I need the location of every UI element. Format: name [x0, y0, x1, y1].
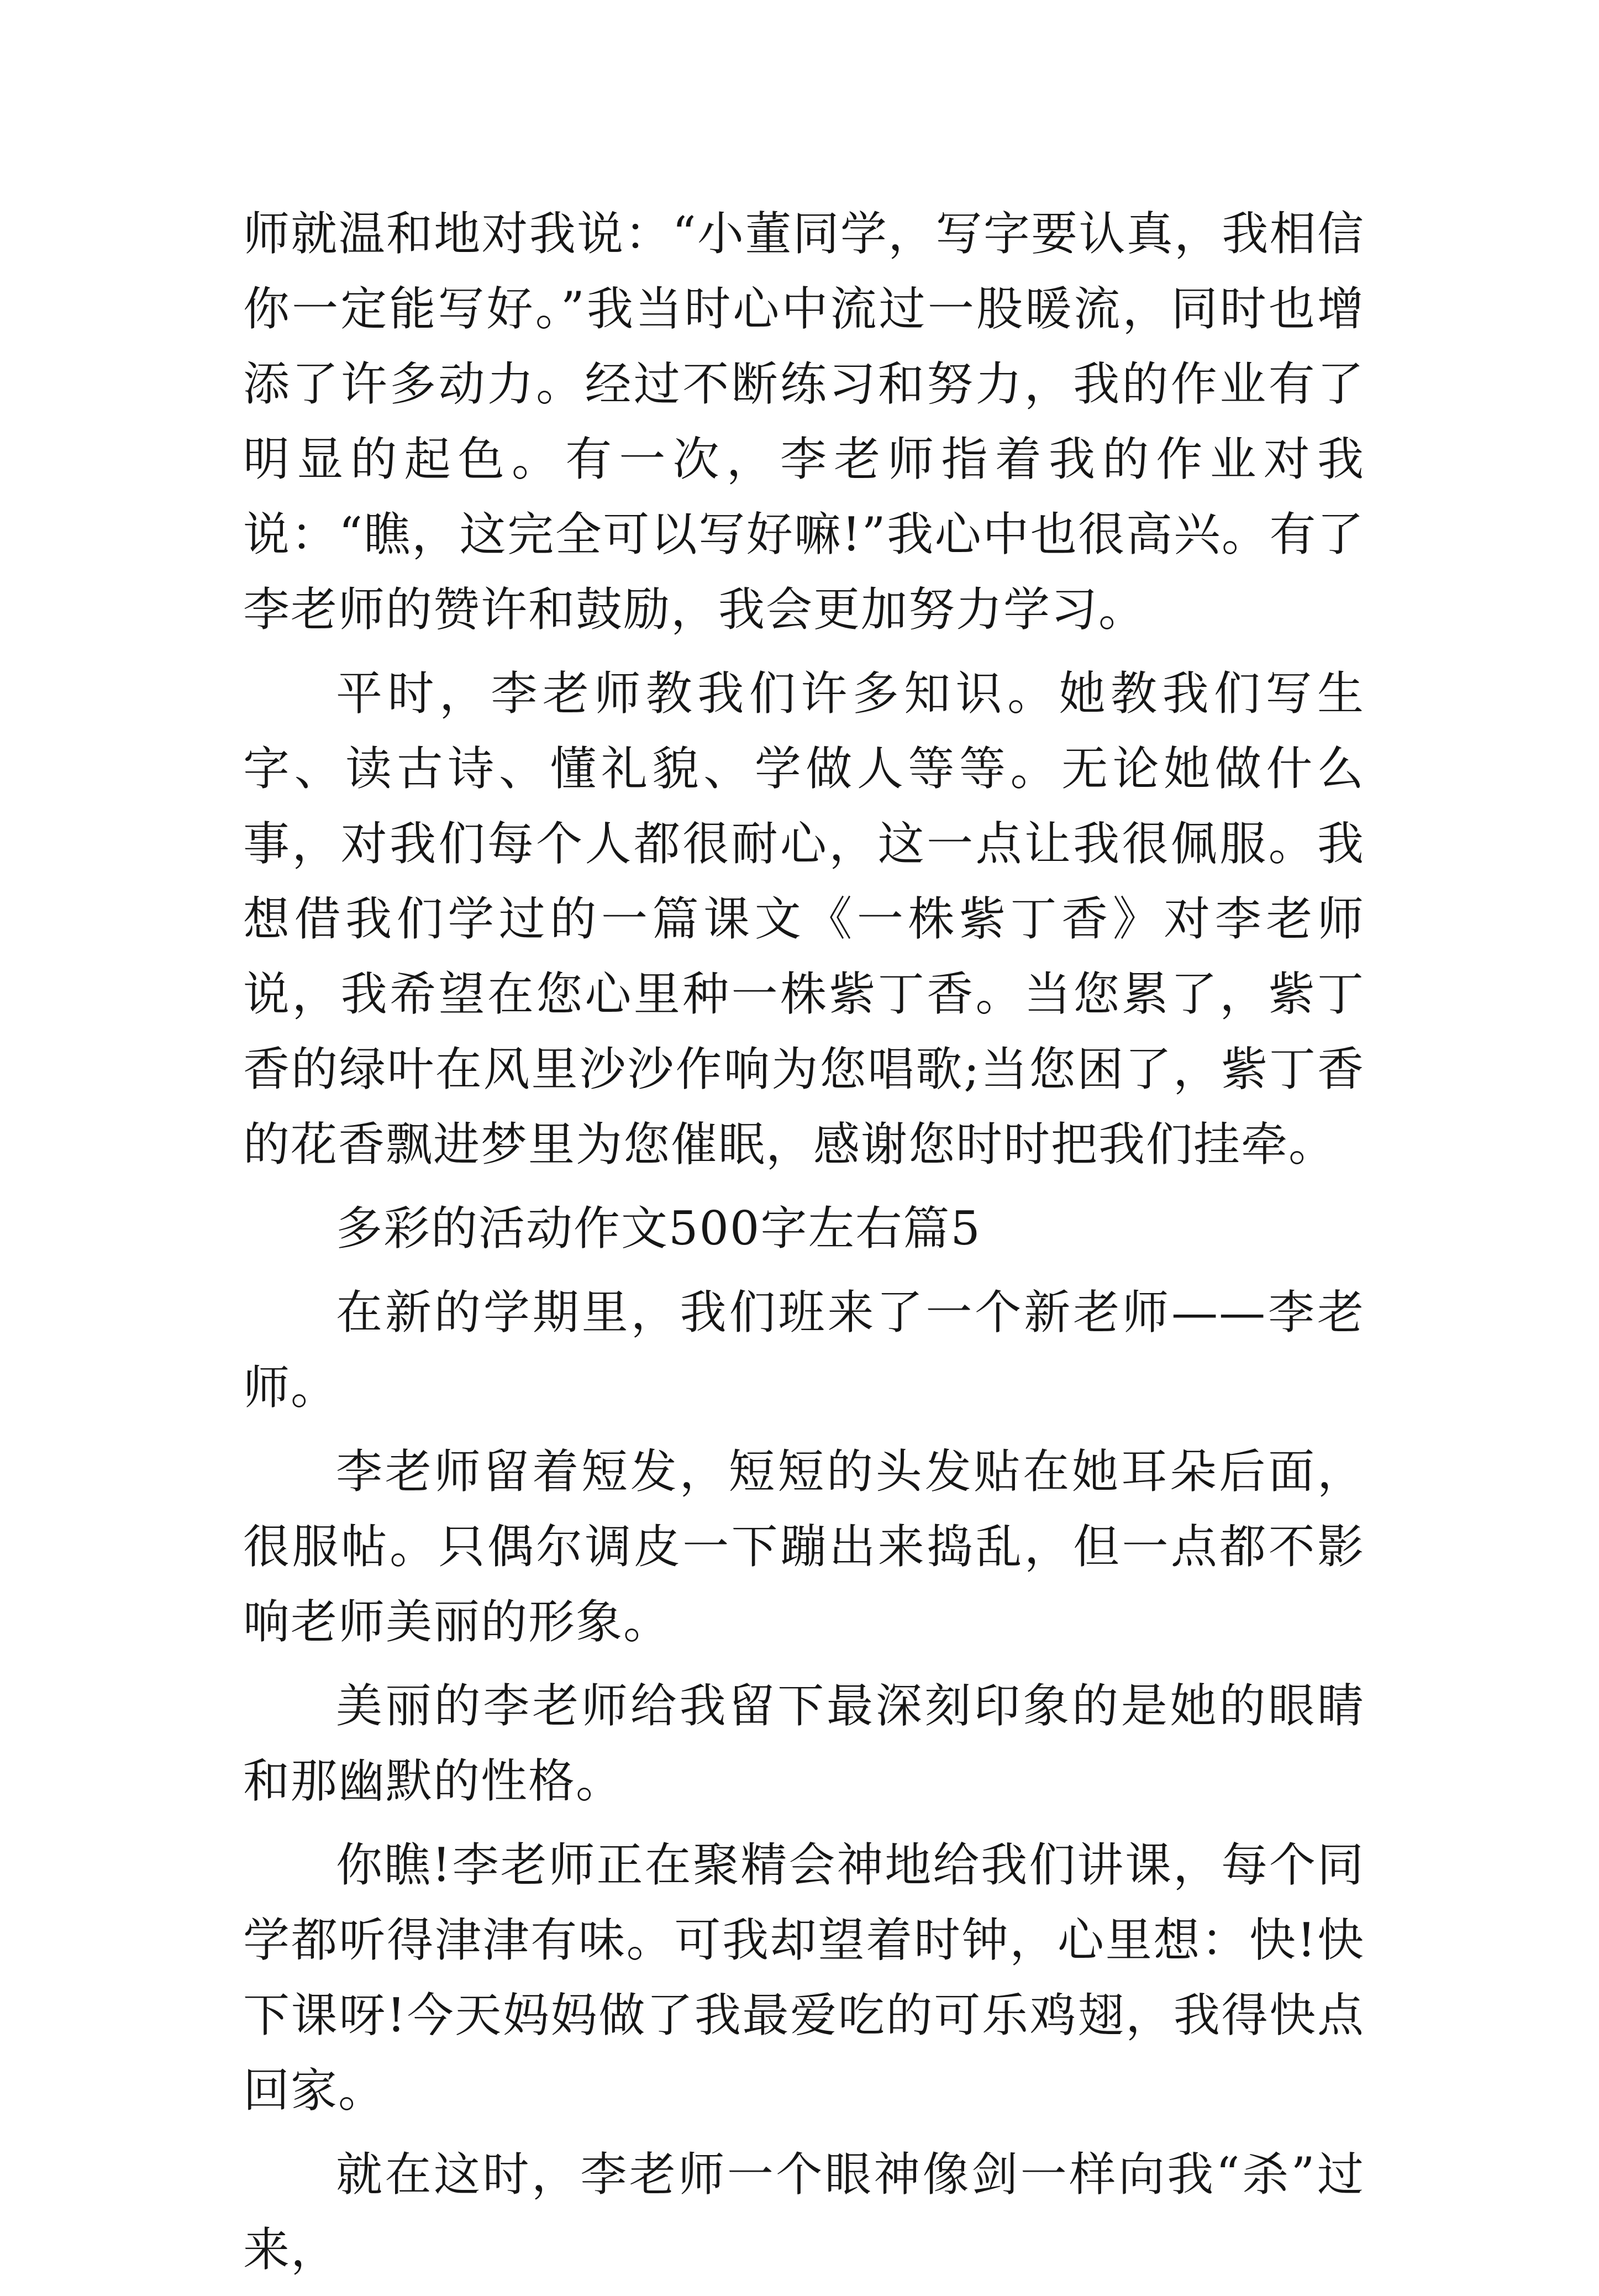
paragraph: 就在这时，李老师一个眼神像剑一样向我“杀”过来， — [243, 2147, 1365, 2277]
paragraph: 李老师留着短发，短短的头发贴在她耳朵后面，很服帖。只偶尔调皮一下蹦出来捣乱，但一点都不影响老师美丽的形象。 — [243, 1444, 1365, 1649]
paragraph-continued: 师就温和地对我说：“小董同学，写字要认真，我相信你一定能写好。”我当时心中流过一股暖流，同时也增添了许多动力。经过不断练习和努力，我的作业有了明显的起色。有一次，李老师指着我的作业对我说：“瞧，这完全可以写好嘛!”我心中也很高兴。有了李老师的赞许和鼓励，我会更加努力学习。 — [243, 207, 1365, 637]
paragraph: 在新的学期里，我们班来了一个新老师——李老师。 — [243, 1285, 1365, 1415]
paragraph: 平时，李老师教我们许多知识。她教我们写生字、读古诗、懂礼貌、学做人等等。无论她做什么事，对我们每个人都很耐心，这一点让我很佩服。我想借我们学过的一篇课文《一株紫丁香》对李老师说，我希望在您心里种一株紫丁香。当您累了，紫丁香的绿叶在风里沙沙作响为您唱歌;当您困了，紫丁香的花香飘进梦里为您催眠，感谢您时时把我们挂牵。 — [243, 666, 1365, 1171]
document-body — [243, 196, 1365, 2296]
paragraph: 美丽的李老师给我留下最深刻印象的是她的眼睛和那幽默的性格。 — [243, 1679, 1365, 1808]
section-heading: 多彩的活动作文500字左右篇5 — [336, 1201, 981, 1255]
paragraph: 你瞧!李老师正在聚精会神地给我们讲课，每个同学都听得津津有味。可我却望着时钟，心里想：快!快下课呀!今天妈妈做了我最爱吃的可乐鸡翅，我得快点回家。 — [243, 1838, 1365, 2118]
